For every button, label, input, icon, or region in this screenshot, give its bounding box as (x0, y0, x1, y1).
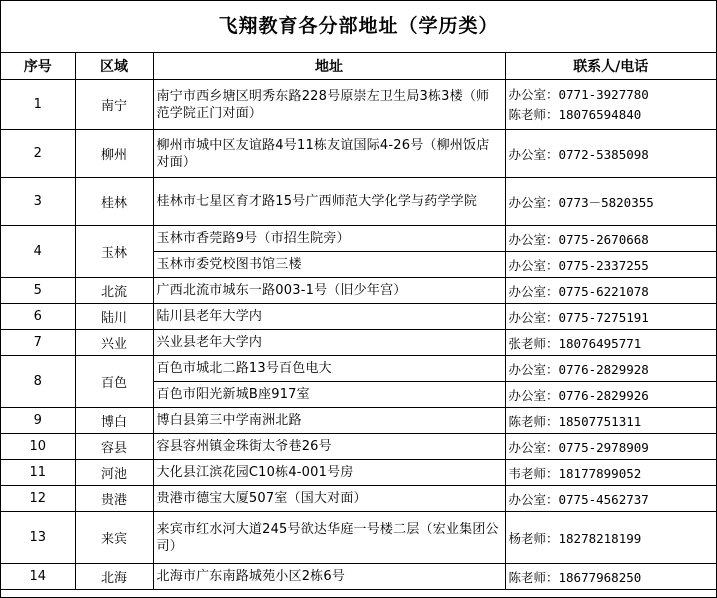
row-address: 广西北流市城东一路003-1号（旧少年宫） (153, 278, 505, 304)
row-contact: 韦老师：18177899052 (505, 460, 716, 486)
row-contact: 陈老师：18507751311 (505, 408, 716, 434)
table-row (1, 178, 716, 226)
row-contact: 办公室：0775-2337255 (505, 252, 716, 278)
row-region: 桂林 (75, 178, 153, 226)
row-number: 6 (1, 304, 75, 330)
row-region: 玉林 (75, 226, 153, 278)
row-number: 9 (1, 408, 75, 434)
row-number: 12 (1, 486, 75, 512)
row-contact: 办公室：0775-6221078 (505, 278, 716, 304)
row-number: 4 (1, 226, 75, 278)
row-region: 陆川 (75, 304, 153, 330)
row-region: 柳州 (75, 130, 153, 178)
table-row (1, 330, 716, 356)
row-address: 兴业县老年大学内 (153, 330, 505, 356)
row-region: 百色 (75, 356, 153, 408)
row-number: 14 (1, 564, 75, 590)
table-row (1, 564, 716, 590)
table-row (1, 130, 716, 178)
row-address: 容县容州镇金珠街太爷巷26号 (153, 434, 505, 460)
row-region: 北流 (75, 278, 153, 304)
row-contact: 办公室：0772-5385098 (505, 130, 716, 178)
row-region: 容县 (75, 434, 153, 460)
row-number: 13 (1, 512, 75, 564)
table-row (1, 226, 716, 252)
row-region: 兴业 (75, 330, 153, 356)
row-address: 博白县第三中学南洲北路 (153, 408, 505, 434)
row-contact: 办公室：0771-3927780 陈老师：18076594840 (505, 80, 716, 130)
header-row (1, 53, 716, 80)
header-no: 序号 (1, 53, 75, 80)
row-address: 贵港市德宝大厦507室（国大对面） (153, 486, 505, 512)
row-contact: 办公室：0773－5820355 (505, 178, 716, 226)
table-row (1, 278, 716, 304)
row-contact: 张老师：18076495771 (505, 330, 716, 356)
row-region: 南宁 (75, 80, 153, 130)
table-row (1, 304, 716, 330)
row-address: 北海市广东南路城苑小区2栋6号 (153, 564, 505, 590)
header-address: 地址 (153, 53, 505, 80)
table-row (1, 486, 716, 512)
row-contact: 办公室：0776-2829928 (505, 356, 716, 382)
row-address: 玉林市委党校图书馆三楼 (153, 252, 505, 278)
row-number: 1 (1, 80, 75, 130)
row-contact: 办公室：0775-2670668 (505, 226, 716, 252)
header-contact: 联系人/电话 (505, 53, 716, 80)
row-address: 南宁市西乡塘区明秀东路228号原崇左卫生局3栋3楼（师范学院正门对面） (153, 80, 505, 130)
table-row (1, 434, 716, 460)
row-address: 玉林市香莞路9号（市招生院旁） (153, 226, 505, 252)
row-contact: 陈老师：18677968250 (505, 564, 716, 590)
row-address: 百色市阳光新城B座917室 (153, 382, 505, 408)
table-row (1, 408, 716, 434)
row-contact: 办公室：0775-4562737 (505, 486, 716, 512)
row-number: 10 (1, 434, 75, 460)
row-address: 柳州市城中区友谊路4号11栋友谊国际4-26号（柳州饭店对面） (153, 130, 505, 178)
table-row (1, 460, 716, 486)
row-number: 2 (1, 130, 75, 178)
row-region: 贵港 (75, 486, 153, 512)
table-row (1, 80, 716, 130)
row-address: 百色市城北二路13号百色电大 (153, 356, 505, 382)
row-contact: 杨老师：18278218199 (505, 512, 716, 564)
header-region: 区域 (75, 53, 153, 80)
row-address: 陆川县老年大学内 (153, 304, 505, 330)
row-region: 河池 (75, 460, 153, 486)
row-address: 桂林市七星区育才路15号广西师范大学化学与药学学院 (153, 178, 505, 226)
row-number: 5 (1, 278, 75, 304)
row-address: 大化县江滨花园C10栋4-001号房 (153, 460, 505, 486)
table-row (1, 512, 716, 564)
row-contact: 办公室：0775-7275191 (505, 304, 716, 330)
branch-table (1, 53, 716, 590)
row-region: 来宾 (75, 512, 153, 564)
sheet-title: 飞翔教育各分部地址（学历类） (1, 1, 716, 53)
row-contact: 办公室：0775-2978909 (505, 434, 716, 460)
row-region: 博白 (75, 408, 153, 434)
row-region: 北海 (75, 564, 153, 590)
row-contact: 办公室：0776-2829926 (505, 382, 716, 408)
table-row (1, 356, 716, 382)
row-number: 11 (1, 460, 75, 486)
row-address: 来宾市红水河大道245号欲达华庭一号楼二层（宏业集团公司） (153, 512, 505, 564)
row-number: 7 (1, 330, 75, 356)
row-number: 8 (1, 356, 75, 408)
row-number: 3 (1, 178, 75, 226)
